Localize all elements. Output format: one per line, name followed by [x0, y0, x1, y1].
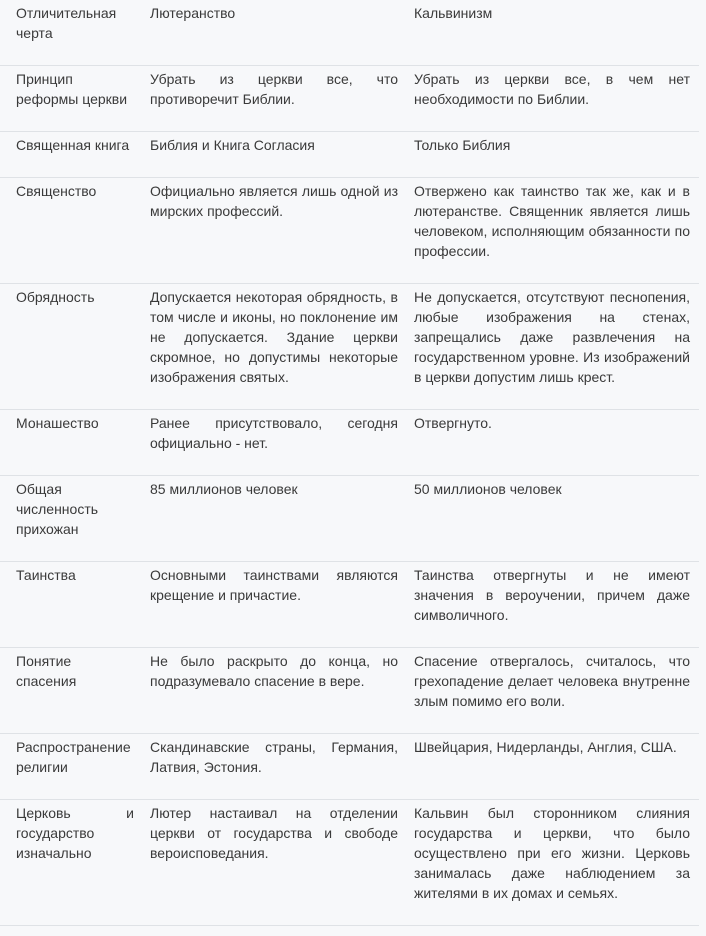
row-calvinism: Кальвин был сторонником слияния государства и церкви, что было осуществлено при его жизни. Церковь занималась даже наблюдением за жителями в их домах и семьях.: [414, 805, 690, 901]
table-row: [0, 66, 699, 132]
row-calvinism: Только Библия: [414, 137, 511, 153]
table-row: [0, 132, 699, 178]
row-feature: Церковь и государство изначально: [16, 805, 134, 861]
row-lutheranism: Убрать из церкви все, что противоречит Библии.: [150, 71, 398, 107]
row-feature: Священство: [16, 183, 97, 199]
row-feature: Распространение религии: [16, 739, 131, 775]
row-feature: Священная книга: [16, 137, 130, 153]
row-calvinism: Спасение отвергалось, считалось, что грехопадение делает человека внутренне злым помимо его воли.: [414, 653, 690, 709]
row-lutheranism: Ранее присутствовало, сегодня официально - нет.: [150, 415, 398, 451]
row-lutheranism: Основными таинствами являются крещение и причастие.: [150, 567, 398, 603]
row-lutheranism: Официально является лишь одной из мирских профессий.: [150, 183, 398, 219]
row-lutheranism: Допускается некоторая обрядность, в том числе и иконы, но поклонение им не допускается. Здание церкви скромное, но допустимы некоторые изображения святых.: [150, 289, 398, 385]
row-calvinism: Убрать из церкви все, в чем нет необходимости по Библии.: [414, 71, 690, 107]
row-calvinism: Таинства отвергнуты и не имеют значения в вероучении, причем даже символичного.: [414, 567, 690, 623]
table-row: [0, 734, 699, 800]
row-calvinism: Швейцария, Нидерланды, Англия, США.: [414, 739, 677, 755]
row-feature: Монашество: [16, 415, 99, 431]
row-calvinism: Отвергнуто.: [414, 415, 492, 431]
row-lutheranism: Скандинавские страны, Германия, Латвия, Эстония.: [150, 739, 398, 775]
table-row: [0, 284, 699, 410]
table-row: [0, 562, 699, 648]
row-lutheranism: Лютер настаивал на отделении церкви от государства и свободе вероисповедания.: [150, 805, 398, 861]
row-feature: Общая численность прихожан: [16, 481, 99, 537]
row-calvinism: Отвержено как таинство так же, как и в лютеранстве. Священник является лишь человеком, исполняющим обязанности по профессии.: [414, 183, 690, 259]
row-calvinism: Не допускается, отсутствуют песнопения, любые изображения на стенах, запрещались даже развлечения на государственном уровне. Из изображений в церкви допустим лишь крест.: [414, 289, 690, 385]
row-feature: Таинства: [16, 567, 76, 583]
row-feature: Принцип реформы церкви: [16, 71, 128, 107]
row-lutheranism: Библия и Книга Согласия: [150, 137, 315, 153]
table-row: [0, 178, 699, 284]
table-row: [0, 476, 699, 562]
row-feature: Понятие спасения: [16, 653, 77, 689]
row-calvinism: 50 миллионов человек: [414, 481, 562, 497]
header-lutheranism: Лютеранство: [150, 5, 236, 21]
table-row: [0, 410, 699, 476]
row-feature: Обрядность: [16, 289, 95, 305]
table-row: [0, 800, 699, 926]
table-row: [0, 648, 699, 734]
table-header-row: [0, 0, 699, 66]
row-lutheranism: 85 миллионов человек: [150, 481, 298, 497]
header-calvinism: Кальвинизм: [414, 5, 493, 21]
header-feature: Отличительная черта: [16, 5, 117, 41]
row-lutheranism: Не было раскрыто до конца, но подразумевало спасение в вере.: [150, 653, 398, 689]
